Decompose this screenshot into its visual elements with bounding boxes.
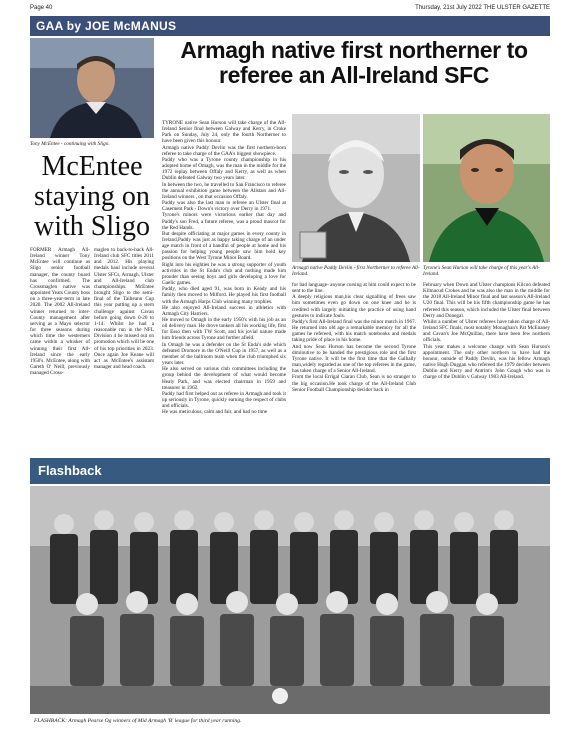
paragraph: From the local Errigal Ciaran Club, Sean is no stranger to the big occasion.He took charge of the All-Ireland Club Senior Football Championship decider back in [292,374,416,393]
paragraph: He also enjoyed All-Ireland success in athletics with Armagh City Harriers. [162,304,286,317]
paragraph: Paddy had first helped out as referee in Armagh and took it up seriously in Tyrone, quickly earning the respect of clubs and officials. [162,390,286,410]
paragraph: for bad language- anyone cursing at him could expect to be sent to the line. [292,282,416,295]
hurson-photo [423,114,550,262]
mcentee-photo [30,38,154,138]
paragraph: Right into his eighties he was a strong supporter of youth activities in the St Enda's club and nothing made him prouder than seeing boys and girls developing a love for Gaelic games. [162,261,286,287]
front-row [70,614,504,686]
section-title: GAA by JOE McMANUS [36,19,177,33]
paragraph: He was meticulous, calm and fair, and had no time [162,409,268,416]
paragraph: Paddy's first All-Ireland final was the minor match in 1967. He returned into old age a remarkable memory for all the games he refereed, with his match notebooks and medals taking pride of place in his home. [292,318,416,344]
paragraph: A deeply religious man,his clear signalling of frees saw him sometimes even go down on one knee and he is credited with largely initiating the practice of using hand gestures to indicate fouls. [292,294,416,319]
mcentee-portrait-graphic [30,38,154,138]
team-photo-graphic [30,486,550,714]
devlin-caption: Armagh native Paddy Devlin - first Northerner to referee All-Ireland. [292,265,420,278]
paragraph: But despite officiating at major games in every county in Ireland,Paddy was just as happy taking charge of an under age match in front of a handful of people at home and his passion for helping young people saw him hold key positions on the West Tyrone Minor Board. [162,230,286,262]
paragraph: This year makes a welcome change with Sean Hurson's appointment. The only other northern to have had the honour, outside of Paddy Devlin, was his fellow Armagh native Hugh Duggan who refereed the 1979 decider between Dublin and Kerry and Antrim's John Gough who was in charge of the Dublin v Galway 1983 All-Ireland. [423,343,550,381]
side-headline: McEntee staying on with Sligo [34,151,150,242]
paragraph: February when Down and Ulster champions Kilcoo defeated Kilmacud Crokes and he was also the man in the middle for the 2018 All-Ireland Minor final and last season's All-Ireland U20 final. This will be his fifth championship game he has refereed this season, which included the Ulster final between Derry and Donegal. [423,282,550,319]
page-number: Page 40 [30,5,53,11]
side-story-column-1: FORMER Armagh All-Ireland winner Tony McEntee will continue as Sligo senior football manager, the county board has confirmed. The Crossmaglen native was appointed Yeats County boss on a three-year-term in late 2020. The 2002 All-Ireland winner returned to inter-County management after serving as a Mayo selector for three seasons during which time the westerners came within a whisker of winning their first All-Ireland since the early 1950's. McEntee, along with Gareth O' Neill, previously managed Cross- [30,247,90,377]
paragraph: In Omagh he was a defender on the St Enda's side which defeated Dromore in the O'Neill Cup in 1957, as well as a member of the ballroom team when the club triumphed six years later. [162,341,286,367]
team-photo [30,486,550,714]
paragraph: Armagh native Paddy Devlin was the first northern-born referee to take charge of the GAA's biggest showpiece. [162,144,286,157]
main-story-column-3 [423,282,550,444]
paragraph: Paddy who was a Tyrone county championship in his adopted home of Omagh, was the man in the middle for the 1972 replay between Offaly and Kerry, as well as when Dublin defeated Galway two years later. [162,156,286,182]
paragraph: Tyrone's minors were victorious earlier that day and Paddy's son Fred, a future referee, was a proud mascot for the Red Hands. [162,212,286,231]
dateline: Thursday, 21st July 2022 THE ULSTER GAZETTE [415,5,550,11]
paragraph: In between the two, he travelled to San Francisco to referee the annual exhibition game between the Allstars and All-Ireland winners , on that occasion Offaly. [162,181,286,200]
hurson-caption: Tyrone's Sean Hurson will take charge of this year's All-Ireland. [423,265,540,278]
paragraph: He also served on various club committees including the group behind the development of what would become Healy Park, and was elected chairman in 1959 and treasurer in 1962. [162,366,286,391]
flashback-banner [30,458,550,484]
main-story-column-2 [292,282,416,444]
main-story-column-1 [162,120,286,442]
section-banner [30,16,550,36]
flashback-title: Flashback [38,463,102,478]
mcentee-caption: Tony McEntee - continuing with Sligo. [30,141,110,147]
main-headline: Armagh native first northerner to referee an All-Ireland SFC [180,37,528,88]
paragraph: And now Sean Hurson has become the second Tyrone diminutive to be handed the prestigious role and the first Tyrone native. It will be the first time that the Galbally man,widely regarded as one of the top referees in the game, has taken charge of a Senior All-Ireland. [292,343,416,375]
front-row-heads [76,591,498,615]
paragraph: Paddy was also the last man to referee an Ulster final at Casement Park - Down's victory over Derry in 1971. [162,200,286,213]
devlin-portrait-graphic [292,114,420,262]
hurson-portrait-graphic [423,114,550,262]
paragraph: Paddy, who died aged 91, was born in Keady and his family then moved to Milford. He played his first football with the Armagh Harps Club winning many trophies. [162,286,286,305]
flashback-caption: FLASHBACK: Armagh Pearse Og winners of Mid Armagh 'B' league for third year running. [34,718,242,724]
side-story-column-2: maglen to back-to-back All-Ireland club SFC titles 2011 and 2012. His playing medals haul include several Ulster SFCs, Armagh, Ulster and All-Ireland club championships. McEntee brought Sligo to the semi-final of the Tailteann Cup this year putting up a stern challenge against Cavan before going down 0-20 to 1-14. Whilst he had a reasonable run in the NFL Division 4 he missed out on promotion which will be one of his top priorities in 2023. Once again Joe Keane will act as McEntee's assistant manager and head coach. [94,247,154,370]
paragraph: Whilst a number of Ulster referees have taken charge of All-Ireland SFC finals, most notably Monaghan's Pat McEnaney and Cavan's Joe McQuillan, there have been few northern officials. [423,318,550,344]
paragraph: He moved to Omagh in the early 1950's with his job as an oil delivery man. He drove tankers all his working life, first for Esso then with TW Scott, and his jovial nature made him friends across Tyrone and further afield. [162,317,286,342]
paragraph: TYRONE native Sean Hurson will take charge of the All-Ireland Senior final between Galway and Kerry, in Croke Park on Sunday, July 24, only the fourth Northerner to have been given this honour. [162,120,286,145]
page-header [0,0,580,16]
devlin-photo [292,114,420,262]
